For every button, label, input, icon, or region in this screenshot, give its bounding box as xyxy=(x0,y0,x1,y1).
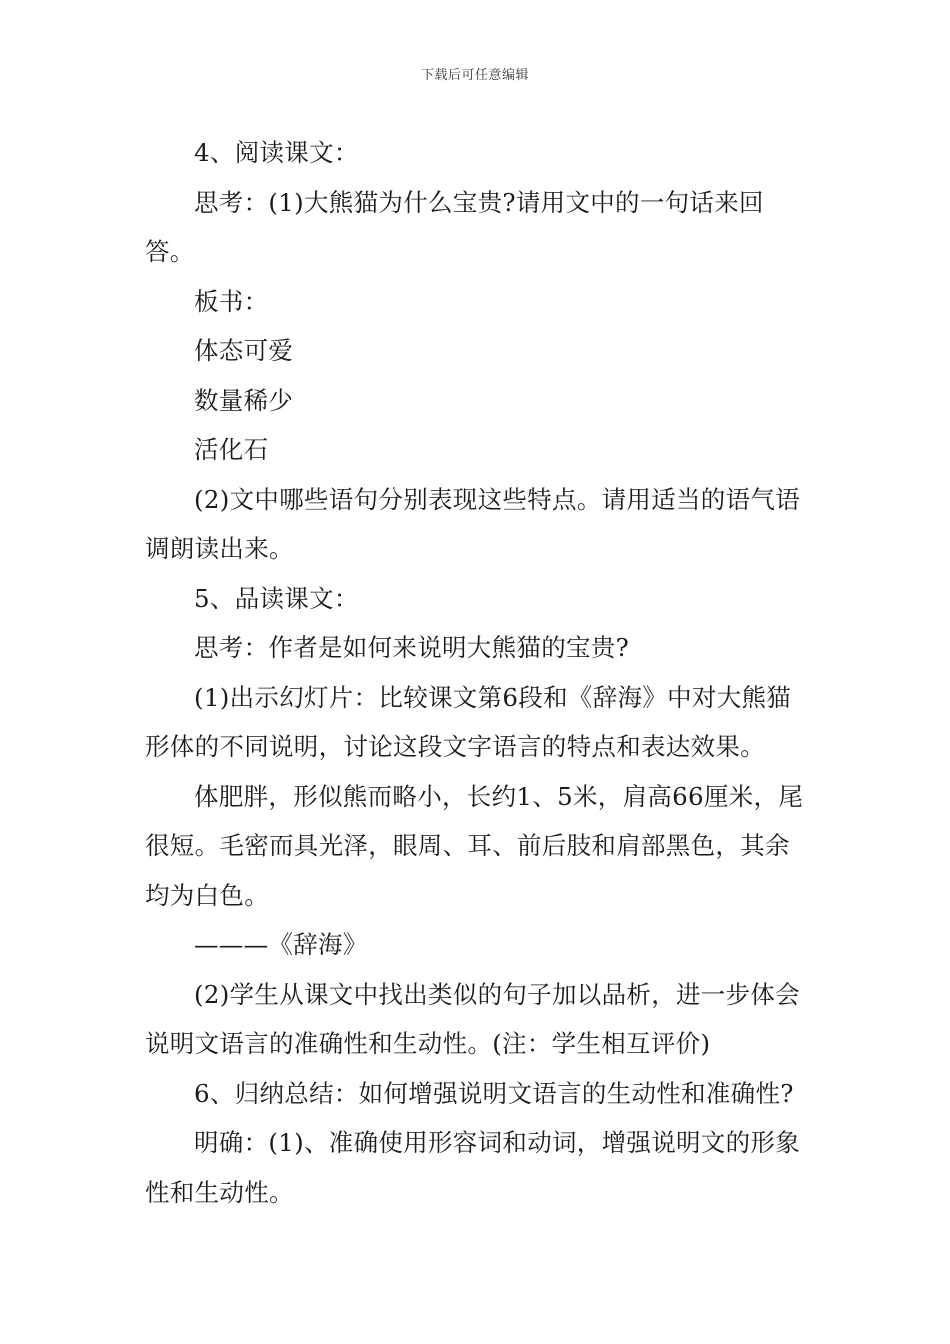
paragraph-conclusion: 明确：(1)、准确使用形容词和动词，增强说明文的形象性和生动性。 xyxy=(145,1128,801,1207)
paragraph-quote: 体肥胖，形似熊而略小，长约1、5米，肩高66厘米，尾很短。毛密而具光泽，眼周、耳、前后肢和肩部黑色，其余均为白色。 xyxy=(145,781,804,910)
paragraph-step-5: 5、品读课文： xyxy=(194,583,359,613)
paragraph-board-item-2: 数量稀少 xyxy=(194,385,294,415)
paragraph-board-heading: 板书： xyxy=(194,286,269,316)
paragraph-analysis: (2)学生从课文中找出类似的句子加以品析，进一步体会说明文语言的准确性和生动性。(注：学生相互评价) xyxy=(145,979,801,1058)
document-body xyxy=(145,128,810,1217)
paragraph-step-6: 6、归纳总结：如何增强说明文语言的生动性和准确性? xyxy=(194,1078,794,1108)
paragraph-question-2: (2)文中哪些语句分别表现这些特点。请用适当的语气语调朗读出来。 xyxy=(145,484,801,563)
paragraph-quote-source: ———《辞海》 xyxy=(194,930,368,959)
paragraph-question-1: 思考：(1)大熊猫为什么宝贵?请用文中的一句话来回答。 xyxy=(145,187,764,266)
paragraph-step-4: 4、阅读课文： xyxy=(194,138,359,167)
paragraph-board-item-3: 活化石 xyxy=(194,435,269,464)
page-header: 下载后可任意编辑 xyxy=(420,68,529,83)
paragraph-slide: (1)出示幻灯片：比较课文第6段和《辞海》中对大熊猫形体的不同说明，讨论这段文字语言的特点和表达效果。 xyxy=(145,682,792,761)
paragraph-board-item-1: 体态可爱 xyxy=(194,336,294,365)
paragraph-think: 思考：作者是如何来说明大熊猫的宝贵? xyxy=(194,633,630,662)
